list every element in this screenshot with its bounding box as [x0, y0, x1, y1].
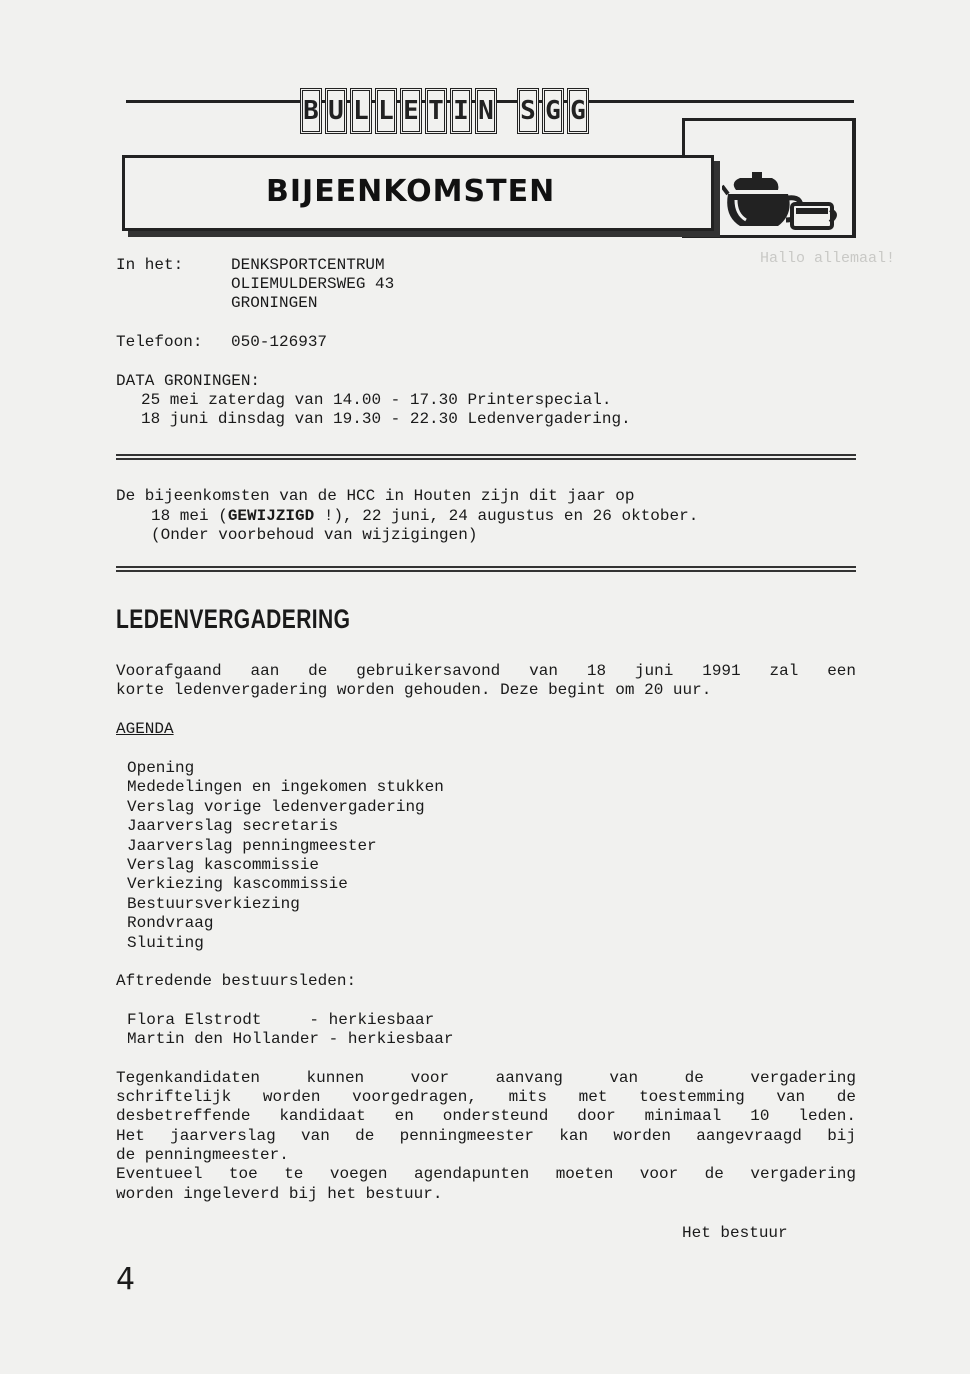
divider — [116, 454, 856, 460]
body-line: Eventueel toe te voegen agendapunten moeten voor de vergadering — [116, 1165, 856, 1183]
body-line: de penningmeester. — [116, 1146, 289, 1164]
location-label: In het: — [116, 256, 184, 274]
hcc-line — [151, 507, 698, 526]
phone-number: 050-126937 — [231, 333, 328, 351]
body-line: Het jaarverslag van de penningmeester kan worden aangevraagd bij — [116, 1127, 856, 1145]
meeting-intro: Voorafgaand aan de gebruikersavond van 18 juni 1991 zal een — [116, 662, 856, 680]
body-line: Tegenkandidaten kunnen voor aanvang van de vergadering — [116, 1069, 856, 1087]
logo-letter: I — [450, 88, 472, 134]
logo-letter: B — [300, 88, 322, 134]
dates-header: DATA GRONINGEN: — [116, 372, 261, 390]
agenda-item: Verslag vorige ledenvergadering — [127, 797, 425, 816]
hcc-text: !), 22 juni, 24 augustus en 26 oktober. — [314, 507, 699, 525]
retiring-member: Martin den Hollander - herkiesbaar — [127, 1030, 454, 1048]
logo-letter: L — [375, 88, 397, 134]
agenda-list — [127, 759, 444, 953]
date-line: 18 juni dinsdag van 19.30 - 22.30 Ledenvergadering. — [141, 410, 631, 428]
location-line: GRONINGEN — [231, 294, 318, 312]
section-title: BIJEENKOMSTEN — [266, 174, 556, 209]
bulletin-logo — [300, 88, 589, 134]
location-line: DENKSPORTCENTRUM — [231, 256, 385, 274]
logo-letter: G — [542, 88, 564, 134]
date-line: 25 mei zaterdag van 14.00 - 17.30 Printerspecial. — [141, 391, 612, 409]
agenda-item: Sluiting — [127, 933, 204, 952]
retiring-label: Aftredende bestuursleden: — [116, 972, 357, 990]
body-line: worden ingeleverd bij het bestuur. — [116, 1185, 443, 1203]
agenda-item: Mededelingen en ingekomen stukken — [127, 778, 444, 797]
retiring-member: Flora Elstrodt - herkiesbaar — [127, 1011, 435, 1029]
logo-letter: G — [567, 88, 589, 134]
agenda-item: Opening — [127, 759, 195, 777]
hcc-note: (Onder voorbehoud van wijzigingen) — [151, 526, 478, 544]
logo-letter: E — [400, 88, 422, 134]
meeting-intro: korte ledenvergadering worden gehouden. Deze begint om 20 uur. — [116, 681, 712, 699]
divider — [116, 566, 856, 572]
logo-letter: U — [325, 88, 347, 134]
logo-letter: N — [475, 88, 497, 134]
page-number: 4 — [116, 1262, 136, 1297]
logo-letter: S — [517, 88, 539, 134]
logo-letter: L — [350, 88, 372, 134]
body-line: desbetreffende kandidaat en ondersteund door minimaal 10 leden. — [116, 1107, 856, 1125]
hcc-text: 18 mei ( — [151, 507, 228, 525]
agenda-item: Bestuursverkiezing — [127, 894, 300, 913]
agenda-item: Jaarverslag penningmeester — [127, 836, 377, 855]
agenda-item: Verkiezing kascommissie — [127, 875, 348, 894]
signature: Het bestuur — [682, 1224, 788, 1242]
agenda-item: Jaarverslag secretaris — [127, 817, 339, 836]
agenda-item: Rondvraag — [127, 914, 214, 933]
coffee-pot-icon — [722, 168, 840, 232]
meeting-heading: LEDENVERGADERING — [116, 604, 351, 634]
phone-label: Telefoon: — [116, 333, 203, 351]
changed-marker: GEWIJZIGD — [227, 507, 315, 525]
location-line: OLIEMULDERSWEG 43 — [231, 275, 395, 293]
body-line: schriftelijk worden voorgedragen, mits met toestemming van de — [116, 1088, 856, 1106]
logo-letter: T — [425, 88, 447, 134]
agenda-label: AGENDA — [116, 720, 174, 738]
agenda-item: Verslag kascommissie — [127, 856, 320, 875]
hcc-line: De bijeenkomsten van de HCC in Houten zijn dit jaar op — [116, 487, 635, 505]
